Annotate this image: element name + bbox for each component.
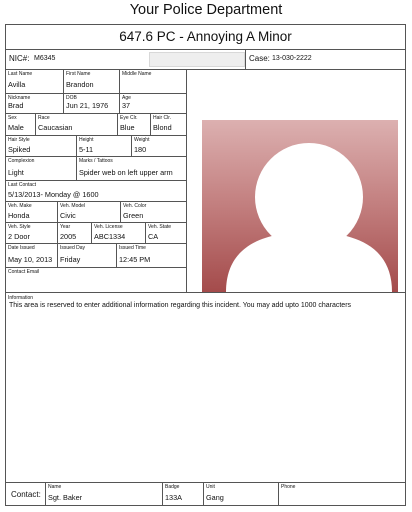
field-label: Name xyxy=(48,484,62,490)
field-value: Caucasian xyxy=(38,123,73,132)
contact-badge-field[interactable] xyxy=(162,483,203,506)
field-label: Middle Name xyxy=(122,71,152,77)
veh-state-field[interactable] xyxy=(146,223,186,243)
field-label: Eye Clr. xyxy=(120,115,138,121)
field-value: Avilla xyxy=(8,80,26,89)
field-value: 133A xyxy=(165,493,183,502)
field-label: Last Contact xyxy=(8,182,37,188)
field-value: Male xyxy=(8,123,24,132)
contact-label: Contact: xyxy=(11,490,41,499)
field-row-issued xyxy=(6,244,186,268)
contact-unit-field[interactable] xyxy=(203,483,278,506)
field-label: Veh. State xyxy=(148,224,172,230)
first-name-field[interactable] xyxy=(64,70,120,93)
nickname-field[interactable] xyxy=(6,94,64,113)
issued-day-field[interactable] xyxy=(58,244,117,267)
information-section[interactable] xyxy=(6,292,405,309)
information-label: Information xyxy=(8,295,34,301)
last-name-field[interactable] xyxy=(6,70,64,93)
photo-panel xyxy=(186,70,405,292)
divider xyxy=(245,50,246,70)
field-value: 12:45 PM xyxy=(119,255,151,264)
last-contact-field[interactable] xyxy=(6,181,186,201)
field-label: Veh. Make xyxy=(8,203,32,209)
veh-model-field[interactable] xyxy=(58,202,121,222)
date-issued-field[interactable] xyxy=(6,244,58,267)
field-value: Light xyxy=(8,168,24,177)
field-value: Spiked xyxy=(8,145,31,154)
field-row-sex xyxy=(6,114,186,136)
field-value: May 10, 2013 xyxy=(8,255,53,264)
field-value: 5-11 xyxy=(79,145,94,154)
field-value: Blond xyxy=(153,123,172,132)
field-value: Spider web on left upper arm xyxy=(79,168,173,177)
field-value: Jun 21, 1976 xyxy=(66,101,109,110)
field-value: Green xyxy=(123,211,144,220)
field-label: Year xyxy=(60,224,71,230)
field-label: Nickname xyxy=(8,95,31,101)
field-row-complexion xyxy=(6,157,186,181)
nic-value: M6345 xyxy=(34,55,56,62)
field-label: DOB xyxy=(66,95,77,101)
field-label: Last Name xyxy=(8,71,33,77)
field-label: Age xyxy=(122,95,131,101)
veh-make-field[interactable] xyxy=(6,202,58,222)
incident-sheet xyxy=(5,24,406,506)
field-label: Veh. Style xyxy=(8,224,31,230)
field-label: Race xyxy=(38,115,50,121)
field-label: Height xyxy=(79,137,94,143)
hair-color-field[interactable] xyxy=(151,114,186,135)
field-value: 2 Door xyxy=(8,232,30,241)
field-value: Brad xyxy=(8,101,24,110)
field-row-vehicle-style xyxy=(6,223,186,244)
field-value: ABC1334 xyxy=(94,232,126,241)
veh-license-field[interactable] xyxy=(92,223,146,243)
case-label: Case: xyxy=(249,54,270,63)
field-label: Weight xyxy=(134,137,150,143)
nic-extra-field[interactable] xyxy=(149,52,245,67)
suspect-fields xyxy=(6,70,186,292)
field-label: Badge xyxy=(165,484,180,490)
field-label: Date Issued xyxy=(8,245,35,251)
field-row-nickname xyxy=(6,94,186,114)
contact-phone-field[interactable] xyxy=(278,483,405,506)
field-row-hair-style xyxy=(6,136,186,157)
field-value: Gang xyxy=(206,493,224,502)
hair-style-field[interactable] xyxy=(6,136,77,156)
age-field[interactable] xyxy=(120,94,186,113)
field-label: Complexion xyxy=(8,158,35,164)
field-label: Veh. Model xyxy=(60,203,86,209)
field-label: Hair Clr. xyxy=(153,115,172,121)
year-field[interactable] xyxy=(58,223,92,243)
department-title: Your Police Department xyxy=(129,2,283,18)
offense-title: 647.6 PC - Annoying A Minor xyxy=(6,25,405,50)
field-label: Sex xyxy=(8,115,17,121)
field-value: 180 xyxy=(134,145,147,154)
field-value: Honda xyxy=(8,211,30,220)
field-value: Sgt. Baker xyxy=(48,493,83,502)
dob-field[interactable] xyxy=(64,94,120,113)
marks-tattoos-field[interactable] xyxy=(77,157,186,180)
field-label: Veh. License xyxy=(94,224,123,230)
field-label: Phone xyxy=(281,484,296,490)
field-value: Blue xyxy=(120,123,135,132)
field-label: Veh. Color xyxy=(123,203,147,209)
weight-field[interactable] xyxy=(132,136,186,156)
field-row-last-contact xyxy=(6,181,186,202)
field-value: 37 xyxy=(122,101,131,110)
field-label: Unit xyxy=(206,484,215,490)
issued-time-field[interactable] xyxy=(117,244,186,267)
person-silhouette-icon xyxy=(202,120,398,292)
field-row-vehicle xyxy=(6,202,186,223)
field-row-contact-email xyxy=(6,268,186,292)
field-label: Hair Style xyxy=(8,137,30,143)
sex-field[interactable] xyxy=(6,114,36,135)
field-value: 5/13/2013- Monday @ 1600 xyxy=(8,190,99,199)
information-text: This area is reserved to enter additional information regarding this incident. You may add upto 1000 characters xyxy=(9,302,352,309)
field-value: Friday xyxy=(60,255,81,264)
contact-email-field[interactable] xyxy=(6,268,186,292)
veh-style-field[interactable] xyxy=(6,223,58,243)
field-label: First Name xyxy=(66,71,91,77)
nic-label: NIC#: xyxy=(9,54,30,63)
field-label: Contact Email xyxy=(8,269,40,275)
contact-row xyxy=(6,482,405,505)
field-row-name xyxy=(6,70,186,94)
complexion-field[interactable] xyxy=(6,157,77,180)
middle-name-field[interactable] xyxy=(120,70,186,93)
race-field[interactable] xyxy=(36,114,118,135)
id-row xyxy=(6,50,405,70)
suspect-photo[interactable] xyxy=(202,120,398,292)
contact-name-field[interactable] xyxy=(45,483,162,506)
case-value: 13-030-2222 xyxy=(272,55,312,62)
field-value: 2005 xyxy=(60,232,77,241)
veh-color-field[interactable] xyxy=(121,202,186,222)
eye-color-field[interactable] xyxy=(118,114,151,135)
field-value: CA xyxy=(148,232,159,241)
field-value: Brandon xyxy=(66,80,94,89)
field-label: Issued Day xyxy=(60,245,86,251)
field-label: Marks / Tattoos xyxy=(79,158,113,164)
height-field[interactable] xyxy=(77,136,132,156)
field-value: Civic xyxy=(60,211,76,220)
field-label: Issued Time xyxy=(119,245,146,251)
